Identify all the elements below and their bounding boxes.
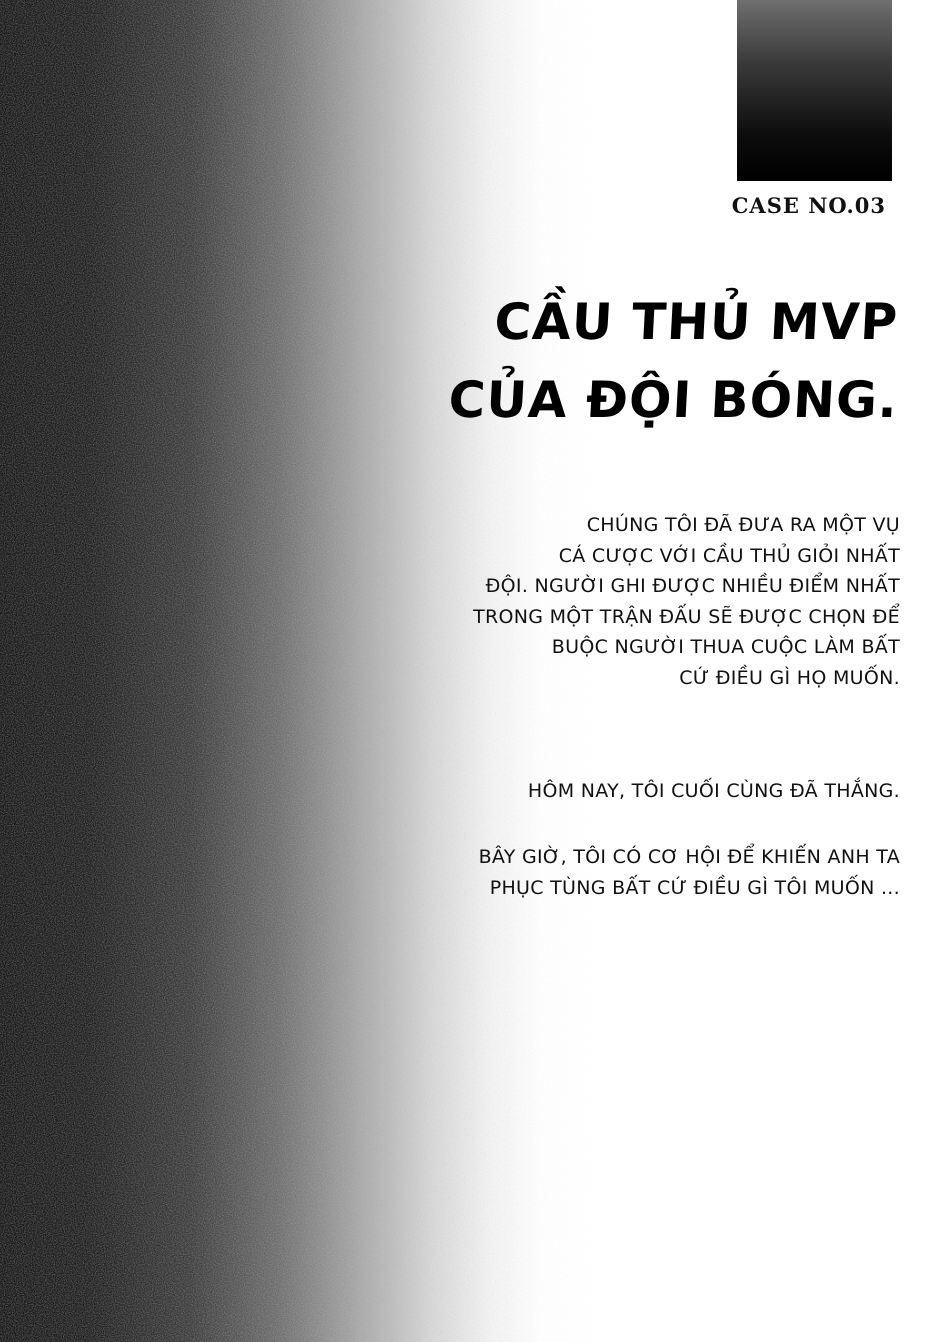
narration-line: HÔM NAY, TÔI CUỐI CÙNG ĐÃ THẮNG.	[527, 780, 900, 802]
narration-paragraph	[473, 510, 900, 693]
narration-line: PHỤC TÙNG BẤT CỨ ĐIỀU GÌ TÔI MUỐN ...	[489, 876, 900, 899]
narration-paragraph	[479, 842, 900, 903]
narration-line: BUỘC NGƯỜI THUA CUỘC LÀM BẤT	[551, 636, 900, 658]
narration-line: ĐỘI. NGƯỜI GHI ĐƯỢC NHIỀU ĐIỂM NHẤT	[485, 575, 900, 597]
title-line: CỦA ĐỘI BÓNG.	[447, 371, 900, 429]
narration-line: BÂY GIỜ, TÔI CÓ CƠ HỘI ĐỂ KHIẾN ANH TA	[478, 846, 900, 868]
narration-line: CHÚNG TÔI ĐÃ ĐƯA RA MỘT VỤ	[586, 514, 900, 536]
case-label: CASE NO.03	[731, 193, 886, 218]
narration-line: CÁ CƯỢC VỚI CẦU THỦ GIỎI NHẤT	[558, 544, 900, 567]
corner-gradient-block	[737, 0, 892, 181]
page-title	[440, 283, 898, 439]
title-line: CẦU THỦ MVP	[493, 293, 900, 351]
narration-line: TRONG MỘT TRẬN ĐẤU SẼ ĐƯỢC CHỌN ĐỂ	[473, 605, 900, 628]
narration-paragraph	[528, 776, 900, 807]
narration-line: CỨ ĐIỀU GÌ HỌ MUỐN.	[679, 666, 900, 689]
